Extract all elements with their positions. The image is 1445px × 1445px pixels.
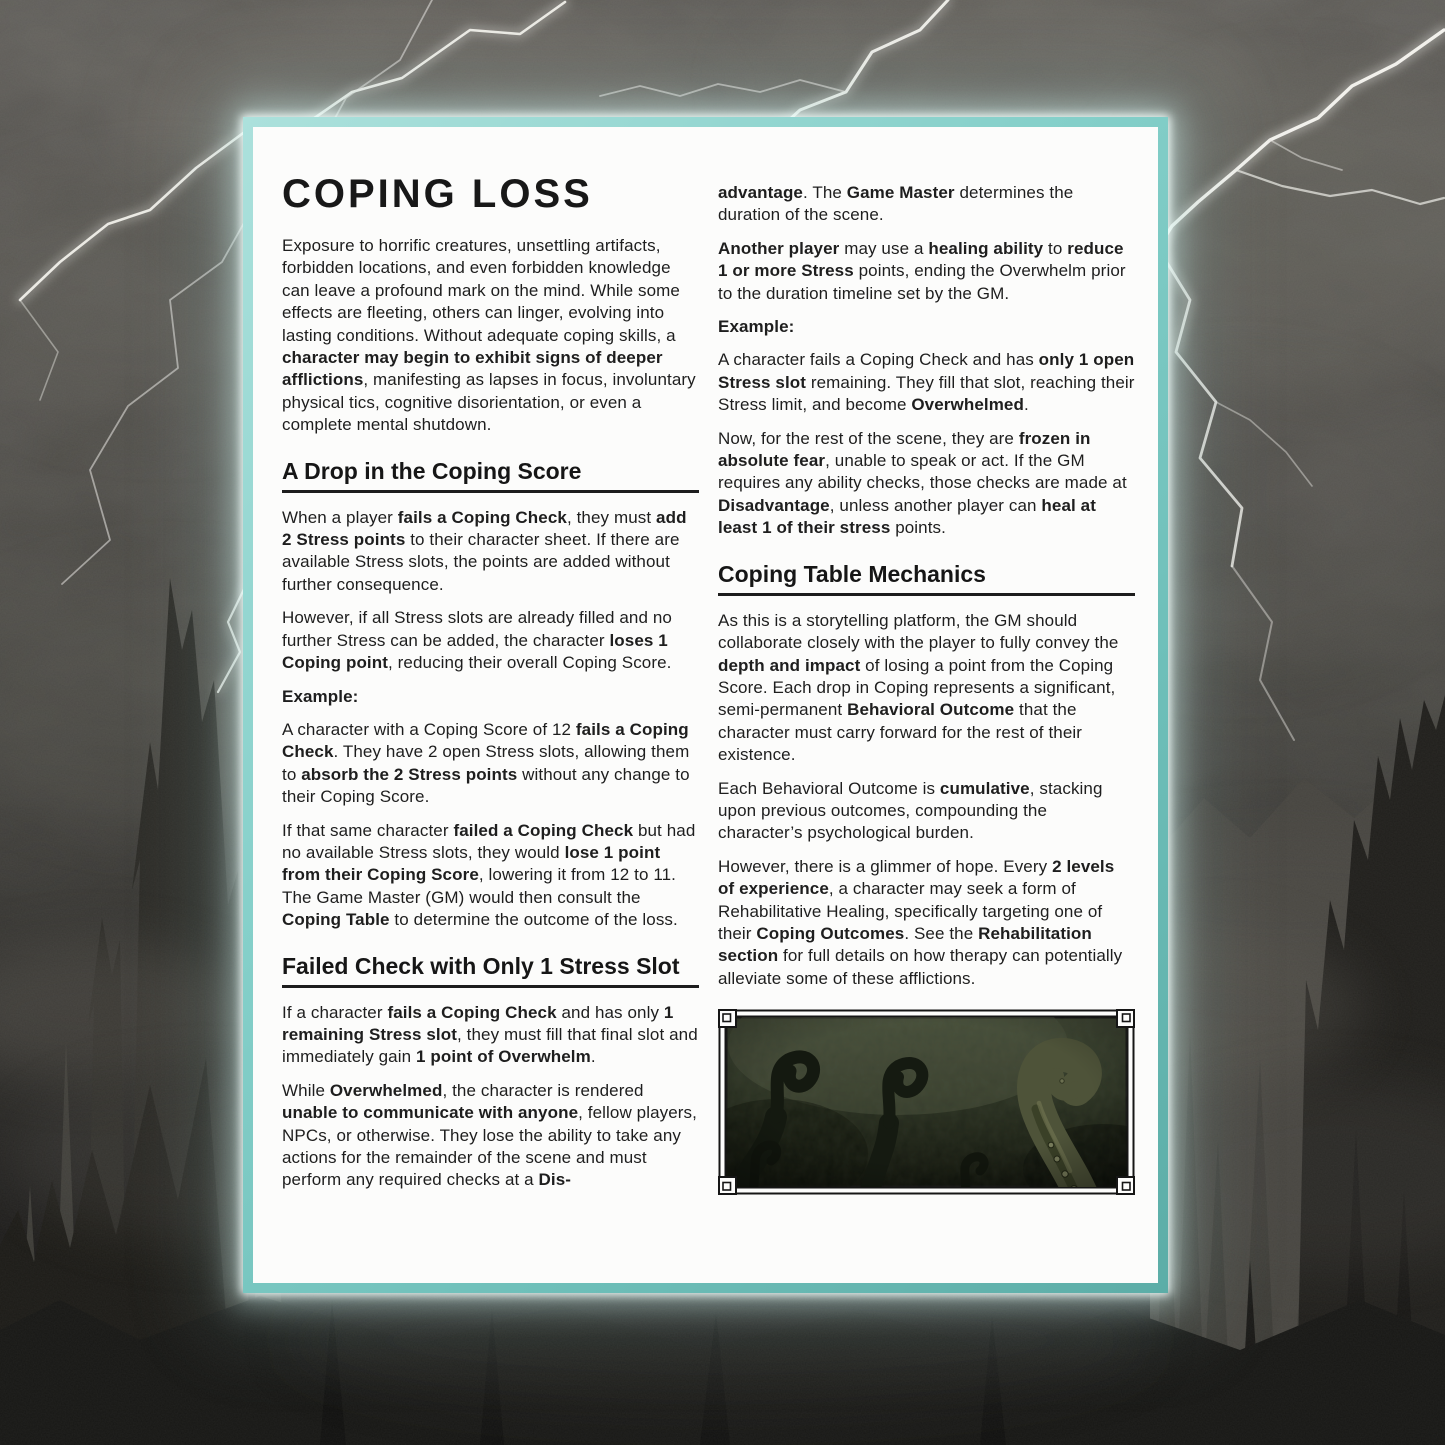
text-run: Exposure to horrific creatures, unsettling artifacts, forbidden locations, and even forbidden knowledge can leave a profound mark on the mind. While some effects are fleeting, others can linger, evolving into lasting conditions. Without adequate coping skills, a: [282, 236, 680, 345]
text-run: to determine the outcome of the loss.: [389, 910, 678, 930]
text-run: , unless another player can: [829, 495, 1042, 515]
paragraph: [718, 610, 1135, 767]
paragraph: [282, 1080, 699, 1192]
bold-text-run: lose 1 point from their Coping Score: [282, 842, 661, 885]
text-run: but had no available Stress slots, they would: [282, 820, 696, 862]
bold-text-run: fails a Coping Check: [282, 719, 689, 762]
page-sheet: [253, 127, 1158, 1283]
text-run: , the character is rendered: [442, 1080, 644, 1100]
text-run: If that same character: [282, 820, 454, 840]
paragraph: [718, 428, 1135, 540]
rulebook-page: [243, 117, 1168, 1293]
bold-text-run: 1 remaining Stress slot: [282, 1002, 674, 1044]
page-title: COPING LOSS: [282, 172, 593, 216]
text-run: , fellow players, NPCs, or otherwise. They lose the ability to take any actions for the remainder of the scene and must perform any required checks at a: [282, 1103, 697, 1190]
bold-text-run: frozen in absolute fear: [718, 428, 1091, 471]
bold-text-run: depth and impact: [718, 655, 861, 675]
paragraph: [282, 235, 699, 437]
text-run: Now, for the rest of the scene, they are: [718, 428, 1019, 448]
text-run: points.: [890, 518, 946, 538]
text-run: .: [590, 1047, 596, 1067]
paragraph: [282, 607, 699, 674]
bold-text-run: cumulative: [939, 778, 1030, 798]
bold-text-run: Overwhelmed: [329, 1080, 443, 1100]
text-run: As this is a storytelling platform, the GM should collaborate closely with the player to fully convey the: [718, 610, 1119, 653]
bold-text-run: character may begin to exhibit signs of deeper afflictions: [282, 348, 663, 390]
text-run: . See the: [904, 923, 979, 943]
text-run: , unable to speak or act. If the GM requires any ability checks, those checks are made at: [718, 451, 1127, 493]
text-run: If a character: [282, 1002, 388, 1022]
section-heading: Coping Table Mechanics: [718, 561, 1135, 596]
tentacle-illustration: [718, 1009, 1135, 1195]
bold-text-run: Game Master: [846, 183, 955, 202]
text-run: remaining. They fill that slot, reaching their Stress limit, and become: [718, 372, 1135, 415]
bold-text-run: Coping Table: [282, 910, 390, 930]
bold-text-run: Dis-: [538, 1170, 572, 1190]
text-run: When a player: [282, 507, 398, 527]
bold-text-run: healing ability: [928, 238, 1044, 258]
text-run: and has only: [556, 1002, 664, 1022]
bold-text-run: Example:: [718, 317, 795, 337]
bold-text-run: loses 1 Coping point: [282, 630, 668, 673]
paragraph: [282, 820, 699, 932]
text-run: to: [1043, 238, 1068, 258]
text-run: .: [1023, 395, 1029, 415]
text-run: may use a: [839, 238, 929, 258]
text-run: . They have 2 open Stress slots, allowing them to: [282, 742, 690, 784]
text-run: While: [282, 1080, 330, 1100]
text-run: , a character may seek a form of Rehabilitative Healing, specifically targeting one of their: [718, 879, 1103, 943]
bold-text-run: failed a Coping Check: [453, 820, 634, 840]
section-heading: A Drop in the Coping Score: [282, 458, 699, 493]
bold-text-run: only 1 open Stress slot: [718, 350, 1135, 392]
text-run: A character fails a Coping Check and has: [718, 350, 1039, 370]
paragraph: [718, 182, 1135, 227]
paragraph: [282, 719, 699, 809]
paragraph: [282, 507, 699, 597]
left-column: [282, 171, 699, 1261]
text-run: determines the duration of the scene.: [718, 183, 1074, 225]
bold-text-run: Disadvantage: [718, 495, 830, 515]
bold-text-run: Example:: [282, 686, 359, 706]
paragraph: [282, 1002, 699, 1069]
text-run: , reducing their overall Coping Score.: [388, 653, 672, 673]
bold-text-run: advantage: [718, 183, 803, 202]
text-run: , they must fill that final slot and immediately gain: [282, 1024, 698, 1067]
bold-text-run: Rehabilitation section: [718, 923, 1092, 966]
text-run: . The: [803, 183, 847, 202]
text-run: points, ending the Overwhelm prior to the duration timeline set by the GM.: [718, 261, 1126, 303]
text-run: , they must: [566, 507, 657, 527]
text-run: without any change to their Coping Score.: [282, 764, 690, 807]
bold-text-run: Coping Outcomes: [756, 923, 905, 943]
bold-text-run: 2 levels of experience: [718, 856, 1115, 899]
text-run: , lowering it from 12 to 11. The Game Master (GM) would then consult the: [282, 865, 677, 907]
tentacle-illustration-frame: [718, 1009, 1135, 1195]
section-heading: Failed Check with Only 1 Stress Slot: [282, 953, 699, 988]
bold-text-run: fails a Coping Check: [387, 1002, 557, 1022]
text-run: for full details on how therapy can potentially alleviate some of these afflictions.: [718, 946, 1123, 988]
paragraph: [718, 856, 1135, 990]
text-run: to their character sheet. If there are available Stress slots, the points are added without further consequence.: [282, 530, 680, 594]
text-run: However, if all Stress slots are already filled and no further Stress can be added, the character: [282, 608, 672, 650]
paragraph: [282, 686, 699, 708]
paragraph: [718, 778, 1135, 845]
bold-text-run: add 2 Stress points: [282, 507, 687, 550]
right-column-text: [718, 182, 1135, 990]
text-run: that the character must carry forward for the rest of their existence.: [718, 700, 1083, 765]
paragraph: [718, 238, 1135, 305]
text-run: However, there is a glimmer of hope. Every: [718, 856, 1053, 876]
bold-text-run: Another player: [718, 238, 840, 258]
text-run: of losing a point from the Coping Score. Each drop in Coping represents a significant, semi-permanent: [718, 655, 1116, 720]
text-run: A character with a Coping Score of 12: [282, 719, 576, 739]
bold-text-run: Behavioral Outcome: [847, 700, 1015, 720]
bold-text-run: reduce 1 or more Stress: [718, 238, 1124, 281]
bold-text-run: heal at least 1 of their stress: [718, 495, 1096, 538]
bold-text-run: 1 point of Overwhelm: [415, 1047, 591, 1067]
bold-text-run: unable to communicate with anyone: [282, 1103, 579, 1123]
bold-text-run: fails a Coping Check: [397, 507, 567, 527]
text-run: Each Behavioral Outcome is: [718, 778, 940, 798]
paragraph: [718, 349, 1135, 416]
text-run: , manifesting as lapses in focus, involuntary physical tics, cognitive disorientation, or even a complete mental shutdown.: [282, 370, 696, 435]
right-column: [718, 171, 1135, 1261]
bold-text-run: Overwhelmed: [911, 395, 1024, 415]
bold-text-run: absorb the 2 Stress points: [301, 764, 518, 784]
paragraph: [718, 316, 1135, 338]
text-run: , stacking upon previous outcomes, compounding the character’s psychological burden.: [718, 778, 1103, 843]
